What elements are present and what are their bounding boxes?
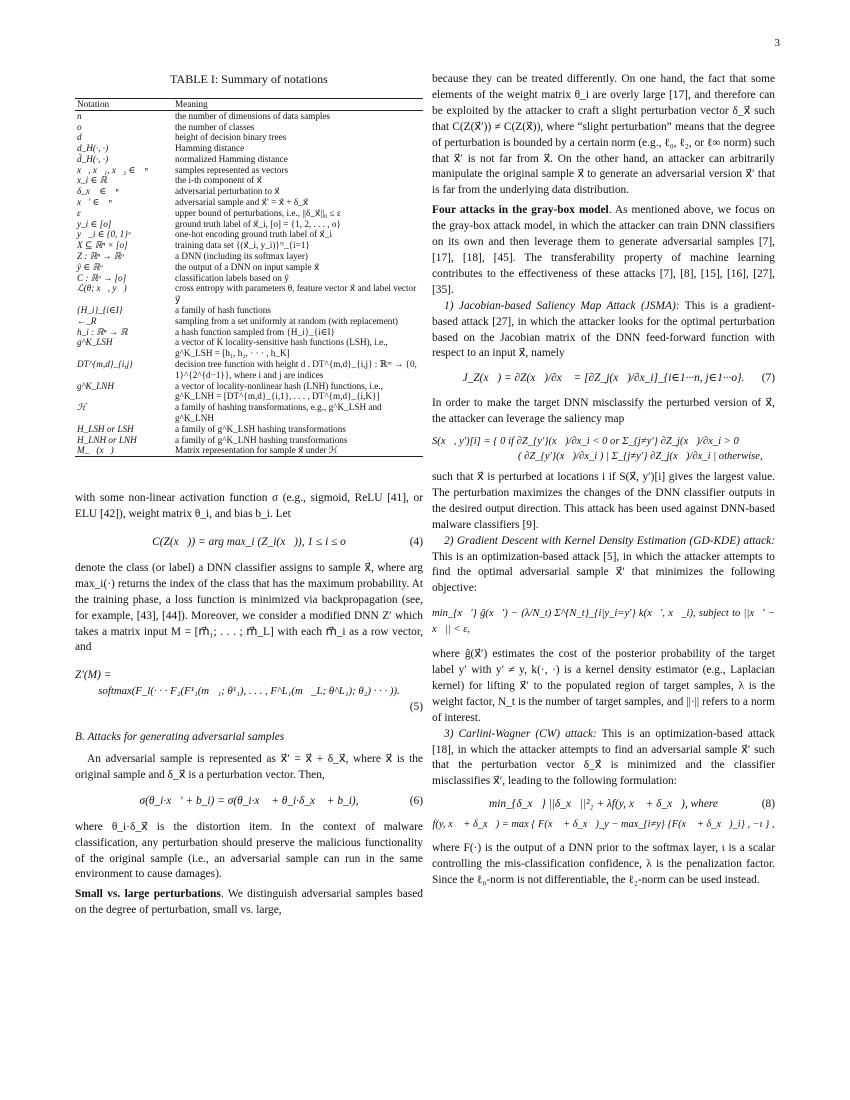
notation-symbol: ←_R bbox=[77, 315, 97, 326]
notation-meaning: the i-th component of x⃗ bbox=[175, 175, 263, 186]
equation-4 bbox=[75, 535, 423, 551]
notation-meaning: Matrix representation for sample x⃗ under ℋ bbox=[173, 445, 423, 456]
table-row bbox=[75, 359, 423, 381]
notation-symbol: X ⊆ ℝⁿ × [o] bbox=[77, 240, 128, 251]
table-row bbox=[75, 424, 423, 435]
notation-symbol: d̄_H(·, ·) bbox=[77, 153, 109, 164]
notation-symbol: g^K_LSH bbox=[77, 337, 113, 348]
table-row bbox=[75, 273, 423, 284]
paragraph: In order to make the target DNN misclassify the perturbed version of x⃗, the attacker can leverage the saliency map bbox=[432, 397, 775, 426]
notation-meaning: a family of hash functions bbox=[175, 305, 271, 316]
notation-symbol: x⃗′ ∈ ℝⁿ bbox=[77, 197, 112, 208]
equation-6 bbox=[75, 794, 423, 810]
paragraph bbox=[432, 203, 775, 298]
equation-body: C(Z(x⃗)) = arg max_i (Z_i(x⃗)), 1 ≤ i ≤ o bbox=[152, 536, 346, 549]
notation-symbol: n bbox=[77, 110, 82, 121]
equation-8 bbox=[432, 797, 775, 813]
paragraph: such that x⃗ is perturbed at locations i if S(x⃗, y′)[i] gives the largest value. The perturbation maximizes the changes of the DNN classifier outputs in the desired output direction. This attack has been used against DNN-based malware classifiers [9]. bbox=[432, 471, 775, 531]
section-heading: B. Attacks for generating adversarial samples bbox=[75, 731, 285, 744]
notation-symbol: d bbox=[77, 132, 82, 143]
paragraph: where F(·) is the output of a DNN prior to the softmax layer, ι is a scalar controlling the mis-classification confidence, λ is the penalization factor. Since the ℓ₀-norm is not differentiable, the ℓ₂-norm can be used instead. bbox=[432, 842, 775, 886]
notation-meaning: the number of dimensions of data samples bbox=[175, 110, 331, 121]
notation-symbol: ŷ ∈ ℝᵒ bbox=[77, 261, 103, 272]
notation-symbol: g^K_LNH bbox=[77, 380, 115, 391]
table-row bbox=[75, 381, 423, 403]
table-row bbox=[75, 165, 423, 176]
paragraph: because they can be treated differently. On one hand, the fact that some elements of the weight matrix θ_i are overly large [17], and therefore can be exploited by the attacker to craft a slight perturbation vector δ_x⃗ such that C(Z(x⃗′)) ≠ C(Z(x⃗)), where “slight perturbation” means that the degree of perturbation is bounded by a certain norm (e.g., ℓ₀, ℓ₂, or ℓ∞ norm) such that x⃗′ is not far from x⃗. On the other hand, an attacker can arbitrarily manipulate the original sample x⃗ to generate an adversarial version x⃗′ that is far from the underlying data distribution. bbox=[432, 73, 775, 197]
equation-number: (5) bbox=[409, 701, 423, 714]
notation-symbol: H_LNH or LNH bbox=[77, 434, 137, 445]
equation-number: (7) bbox=[761, 372, 775, 385]
notation-symbol: H_LSH or LSH bbox=[77, 423, 134, 434]
table-row bbox=[75, 262, 423, 273]
table-row bbox=[75, 175, 423, 186]
notation-symbol: ℋ bbox=[77, 402, 87, 413]
paragraph: where θ_i·δ_x⃗ is the distortion item. In the context of malware classification, any perturbation should preserve the malicious functionality of the original sample (i.e., an adversarial sample can run in the same environment to cause damages). bbox=[75, 820, 423, 881]
equation-body: f(y, x⃗ + δ_x⃗) = max { F(x⃗ + δ_x⃗)_y − max_{i≠y} {F(x⃗ + δ_x⃗)_i} , −ι } , bbox=[432, 819, 775, 831]
header-notation: Notation bbox=[75, 98, 173, 110]
paragraph: denote the class (or label) a DNN classifier assigns to sample x⃗, where arg max_i(·) returns the index of the class that has the maximum probability. At the training phase, a loss function is minimized via backpropagation (see, for example, [43], [44]). Moreover, we consider a modified DNN Z′ which takes a matrix input M = [m⃗₁; . . . ; m⃗_L] with each m⃗_i as a row vector, and bbox=[75, 561, 423, 654]
table-row bbox=[75, 132, 423, 143]
paragraph: where ĝ(x⃗′) estimates the cost of the posterior probability of the target label y′ with y′ ≠ y, k(·, ·) is a kernel density estimator (e.g., Laplacian kernel) for lifting x⃗′ to the populated region of target samples, λ is the weight factor, N_t is the number of target samples, and ||·|| refers to a norm of interest. bbox=[432, 648, 775, 724]
table-row bbox=[75, 154, 423, 165]
table-row bbox=[75, 197, 423, 208]
paragraph bbox=[75, 887, 423, 919]
notation-meaning: sampling from a set uniformly at random (with replacement) bbox=[175, 315, 398, 326]
table-row bbox=[75, 122, 423, 133]
table-row bbox=[75, 283, 423, 305]
table-row bbox=[75, 208, 423, 219]
equation-line: Z′(M) = bbox=[75, 669, 112, 682]
notation-symbol: d_H(·, ·) bbox=[77, 143, 109, 154]
table-row bbox=[75, 402, 423, 424]
table-caption: TABLE I: Summary of notations bbox=[170, 72, 328, 86]
notation-meaning: normalized Hamming distance bbox=[175, 153, 288, 164]
notation-meaning: a vector of locality-nonlinear hash (LNH) functions, i.e., g^K_LNH = [DT^{m,d}_{i,1}, . . . , DT^{m,d}_{i,K}] bbox=[175, 380, 383, 402]
equation-5 bbox=[75, 668, 423, 716]
equation-f bbox=[432, 817, 775, 833]
notation-symbol: C : ℝᵒ → [o] bbox=[77, 272, 127, 283]
table-row bbox=[75, 110, 423, 121]
equation-line: S(x⃗, y′)[i] = { 0 if ∂Z_{y′}(x⃗)/∂x_i < 0 or Σ_{j≠y′} ∂Z_j(x⃗)/∂x_i > 0 bbox=[432, 436, 739, 448]
equation-line: ( ∂Z_{y′}(x⃗)/∂x_i ) | Σ_{j≠y′} ∂Z_j(x⃗)/∂x_i | otherwise, bbox=[518, 451, 763, 463]
notation-meaning: a family of g^K_LNH hashing transformations bbox=[175, 434, 348, 445]
notation-meaning: ground truth label of x⃗_i, [o] = {1, 2, . . . , o} bbox=[175, 218, 341, 229]
notation-meaning: a hash function sampled from {H_i}_{i∈I} bbox=[175, 326, 335, 337]
notation-meaning: the number of classes bbox=[175, 121, 255, 132]
paragraph: with some non-linear activation function σ (e.g., sigmoid, ReLU [41], or ELU [42]), weight matrix θ_i, and bias b_i. Let bbox=[75, 492, 423, 521]
equation-body: min_{x⃗′} ĝ(x⃗′) − (λ/N_t) Σ^{N_t}_{i|y_i=y′} k(x⃗′, x⃗_i), subject to ||x⃗′ − x⃗|| < ε, bbox=[432, 608, 775, 636]
notation-meaning: upper bound of perturbations, i.e., ||δ_x⃗||₀ ≤ ε bbox=[175, 207, 341, 218]
paragraph-text: This is an optimization-based attack [5], in which the attacker attempts to find the optimal adversarial sample x⃗′ that minimizes the following objective: bbox=[432, 550, 775, 595]
equation-number: (8) bbox=[761, 798, 775, 811]
equation-body: σ(θ_i·x⃗′ + b_i) = σ(θ_i·x⃗ + θ_i·δ_x⃗ + b_i), bbox=[139, 794, 359, 807]
notation-meaning: samples represented as vectors bbox=[175, 164, 289, 175]
subsection-heading: 2) Gradient Descent with Kernel Density Estimation (GD-KDE) attack: bbox=[444, 534, 775, 547]
table-row bbox=[75, 337, 423, 359]
left-column bbox=[75, 72, 423, 919]
notation-meaning: training data set {(x⃗_i, y_i)}ᴺ_{i=1} bbox=[175, 240, 310, 251]
notation-meaning: a DNN (including its softmax layer) bbox=[175, 251, 308, 262]
table-row bbox=[75, 143, 423, 154]
notation-symbol: y_i ∈ [o] bbox=[77, 218, 112, 229]
notation-meaning: decision tree function with height d . DT^{m,d}_{i,j} : ℝᵐ → {0, 1}^{2^{d−1}}, where i and j are indices bbox=[175, 359, 417, 380]
notation-meaning: classification labels based on ŷ bbox=[175, 272, 289, 283]
paragraph: An adversarial sample is represented as x⃗′ = x⃗ + δ_x⃗, where x⃗ is the original sample and δ_x⃗ is a perturbation vector. Then, bbox=[75, 752, 423, 781]
notation-meaning: height of decision binary trees bbox=[175, 132, 287, 143]
table-row bbox=[75, 186, 423, 197]
table-row bbox=[75, 316, 423, 327]
equation-body: min_{δ_x⃗} ||δ_x⃗||²₂ + λf(y, x⃗ + δ_x⃗), where bbox=[489, 798, 718, 811]
notation-symbol: x_i ∈ ℝ bbox=[77, 175, 107, 186]
paragraph-text: This is an optimization-based attack [18], in which the attacker attempts to find an adversarial sample x⃗′ such that the perturbation vector δ_x⃗ is minimized and the classifier misclassifies x⃗′, leading to the following formulation: bbox=[432, 727, 775, 788]
notation-symbol: Z : ℝⁿ → ℝᵒ bbox=[77, 251, 124, 262]
subsection-heading: 1) Jacobian-based Saliency Map Attack (JSMA): bbox=[444, 299, 680, 312]
notation-symbol: M_ℋ(x⃗) bbox=[75, 445, 173, 456]
equation-number: (4) bbox=[409, 536, 423, 549]
table-header-row bbox=[75, 98, 423, 110]
table-row bbox=[75, 435, 423, 446]
notation-meaning: a family of hashing transformations, e.g., g^K_LSH and g^K_LNH bbox=[175, 402, 382, 424]
notation-meaning: adversarial perturbation to x⃗ bbox=[175, 186, 280, 197]
header-meaning: Meaning bbox=[173, 98, 423, 110]
table-row bbox=[75, 240, 423, 251]
paragraph-text: . We distinguish adversarial samples based on the degree of perturbation, small vs. large, bbox=[75, 888, 423, 917]
page-number: 3 bbox=[774, 37, 780, 49]
notation-symbol: ℒ(θ; x⃗, y⃗) bbox=[77, 283, 127, 294]
notation-symbol: {H_i}_{i∈I} bbox=[77, 305, 123, 316]
equation-7 bbox=[432, 371, 775, 387]
notation-meaning: a vector of K locality-sensitive hash functions (LSH), i.e., g^K_LSH = [h₁, h₂, · · · , h_K] bbox=[175, 337, 388, 359]
notation-meaning: adversarial sample and x⃗′ = x⃗ + δ_x⃗ bbox=[175, 197, 309, 208]
notation-symbol: o bbox=[77, 121, 82, 132]
paragraph bbox=[432, 534, 775, 598]
notation-meaning: Hamming distance bbox=[175, 143, 245, 154]
paragraph-text: This is a gradient-based attack [27], in which the attacker looks for the optimal perturbation based on the Jacobian matrix of the DNN feed-forward function with respect to an input x⃗, namely bbox=[432, 299, 775, 360]
notation-meaning: one-hot encoding ground truth label of x⃗_i bbox=[175, 229, 332, 240]
notation-symbol: h_i : ℝⁿ → ℝ bbox=[77, 326, 128, 337]
table-row bbox=[75, 229, 423, 240]
run-in-heading: Four attacks in the gray-box model bbox=[432, 204, 609, 217]
notation-table bbox=[75, 98, 423, 457]
equation-number: (6) bbox=[409, 794, 423, 807]
table-row bbox=[75, 251, 423, 262]
table-row bbox=[75, 219, 423, 230]
notation-meaning: a family of g^K_LSH hashing transformations bbox=[175, 423, 346, 434]
equation-body: J_Z(x⃗) = ∂Z(x⃗)/∂x⃗ = [∂Z_j(x⃗)/∂x_i]_{i∈1···n, j∈1···o}. bbox=[462, 372, 745, 385]
notation-symbol: ε bbox=[77, 207, 81, 218]
notation-meaning: the output of a DNN on input sample x⃗ bbox=[175, 261, 320, 272]
notation-symbol: x⃗, x⃗₁, x⃗₂ ∈ ℝⁿ bbox=[77, 164, 148, 175]
equation-gdkde bbox=[432, 606, 775, 638]
table-row bbox=[75, 305, 423, 316]
paragraph bbox=[432, 727, 775, 791]
run-in-heading: Small vs. large perturbations bbox=[75, 888, 221, 901]
right-column bbox=[432, 72, 775, 889]
notation-meaning: cross entropy with parameters θ, feature vector x⃗ and label vector y⃗ bbox=[175, 283, 417, 305]
notation-symbol: δ_x⃗ ∈ ℝⁿ bbox=[77, 186, 119, 197]
equation-line: softmax(F_l(· · · F₂(F¹₁(m⃗₁; θ¹₁), . . . , F^L₁(m⃗_L; θ^L₁); θ₂) · · · )). bbox=[98, 685, 400, 698]
paragraph bbox=[432, 299, 775, 363]
subsection-heading: 3) Carlini-Wagner (CW) attack: bbox=[444, 727, 597, 740]
table-row bbox=[75, 445, 423, 456]
table-row bbox=[75, 327, 423, 338]
notation-symbol: y⃗_i ∈ {0, 1}ᵒ bbox=[77, 229, 131, 240]
paragraph-text: . As mentioned above, we focus on the gray-box attack model, in which the attacker can train DNN classifiers on its own and then leverage them to generate adversarial samples [7], [17], [18], [45]. The transferability property of machine learning contributes to the effectiveness of these attacks [7], [8], [15], [16], [27], [35]. bbox=[432, 204, 775, 296]
equation-saliency bbox=[432, 434, 775, 464]
notation-symbol: DT^{m,d}_{i,j} bbox=[77, 359, 133, 370]
